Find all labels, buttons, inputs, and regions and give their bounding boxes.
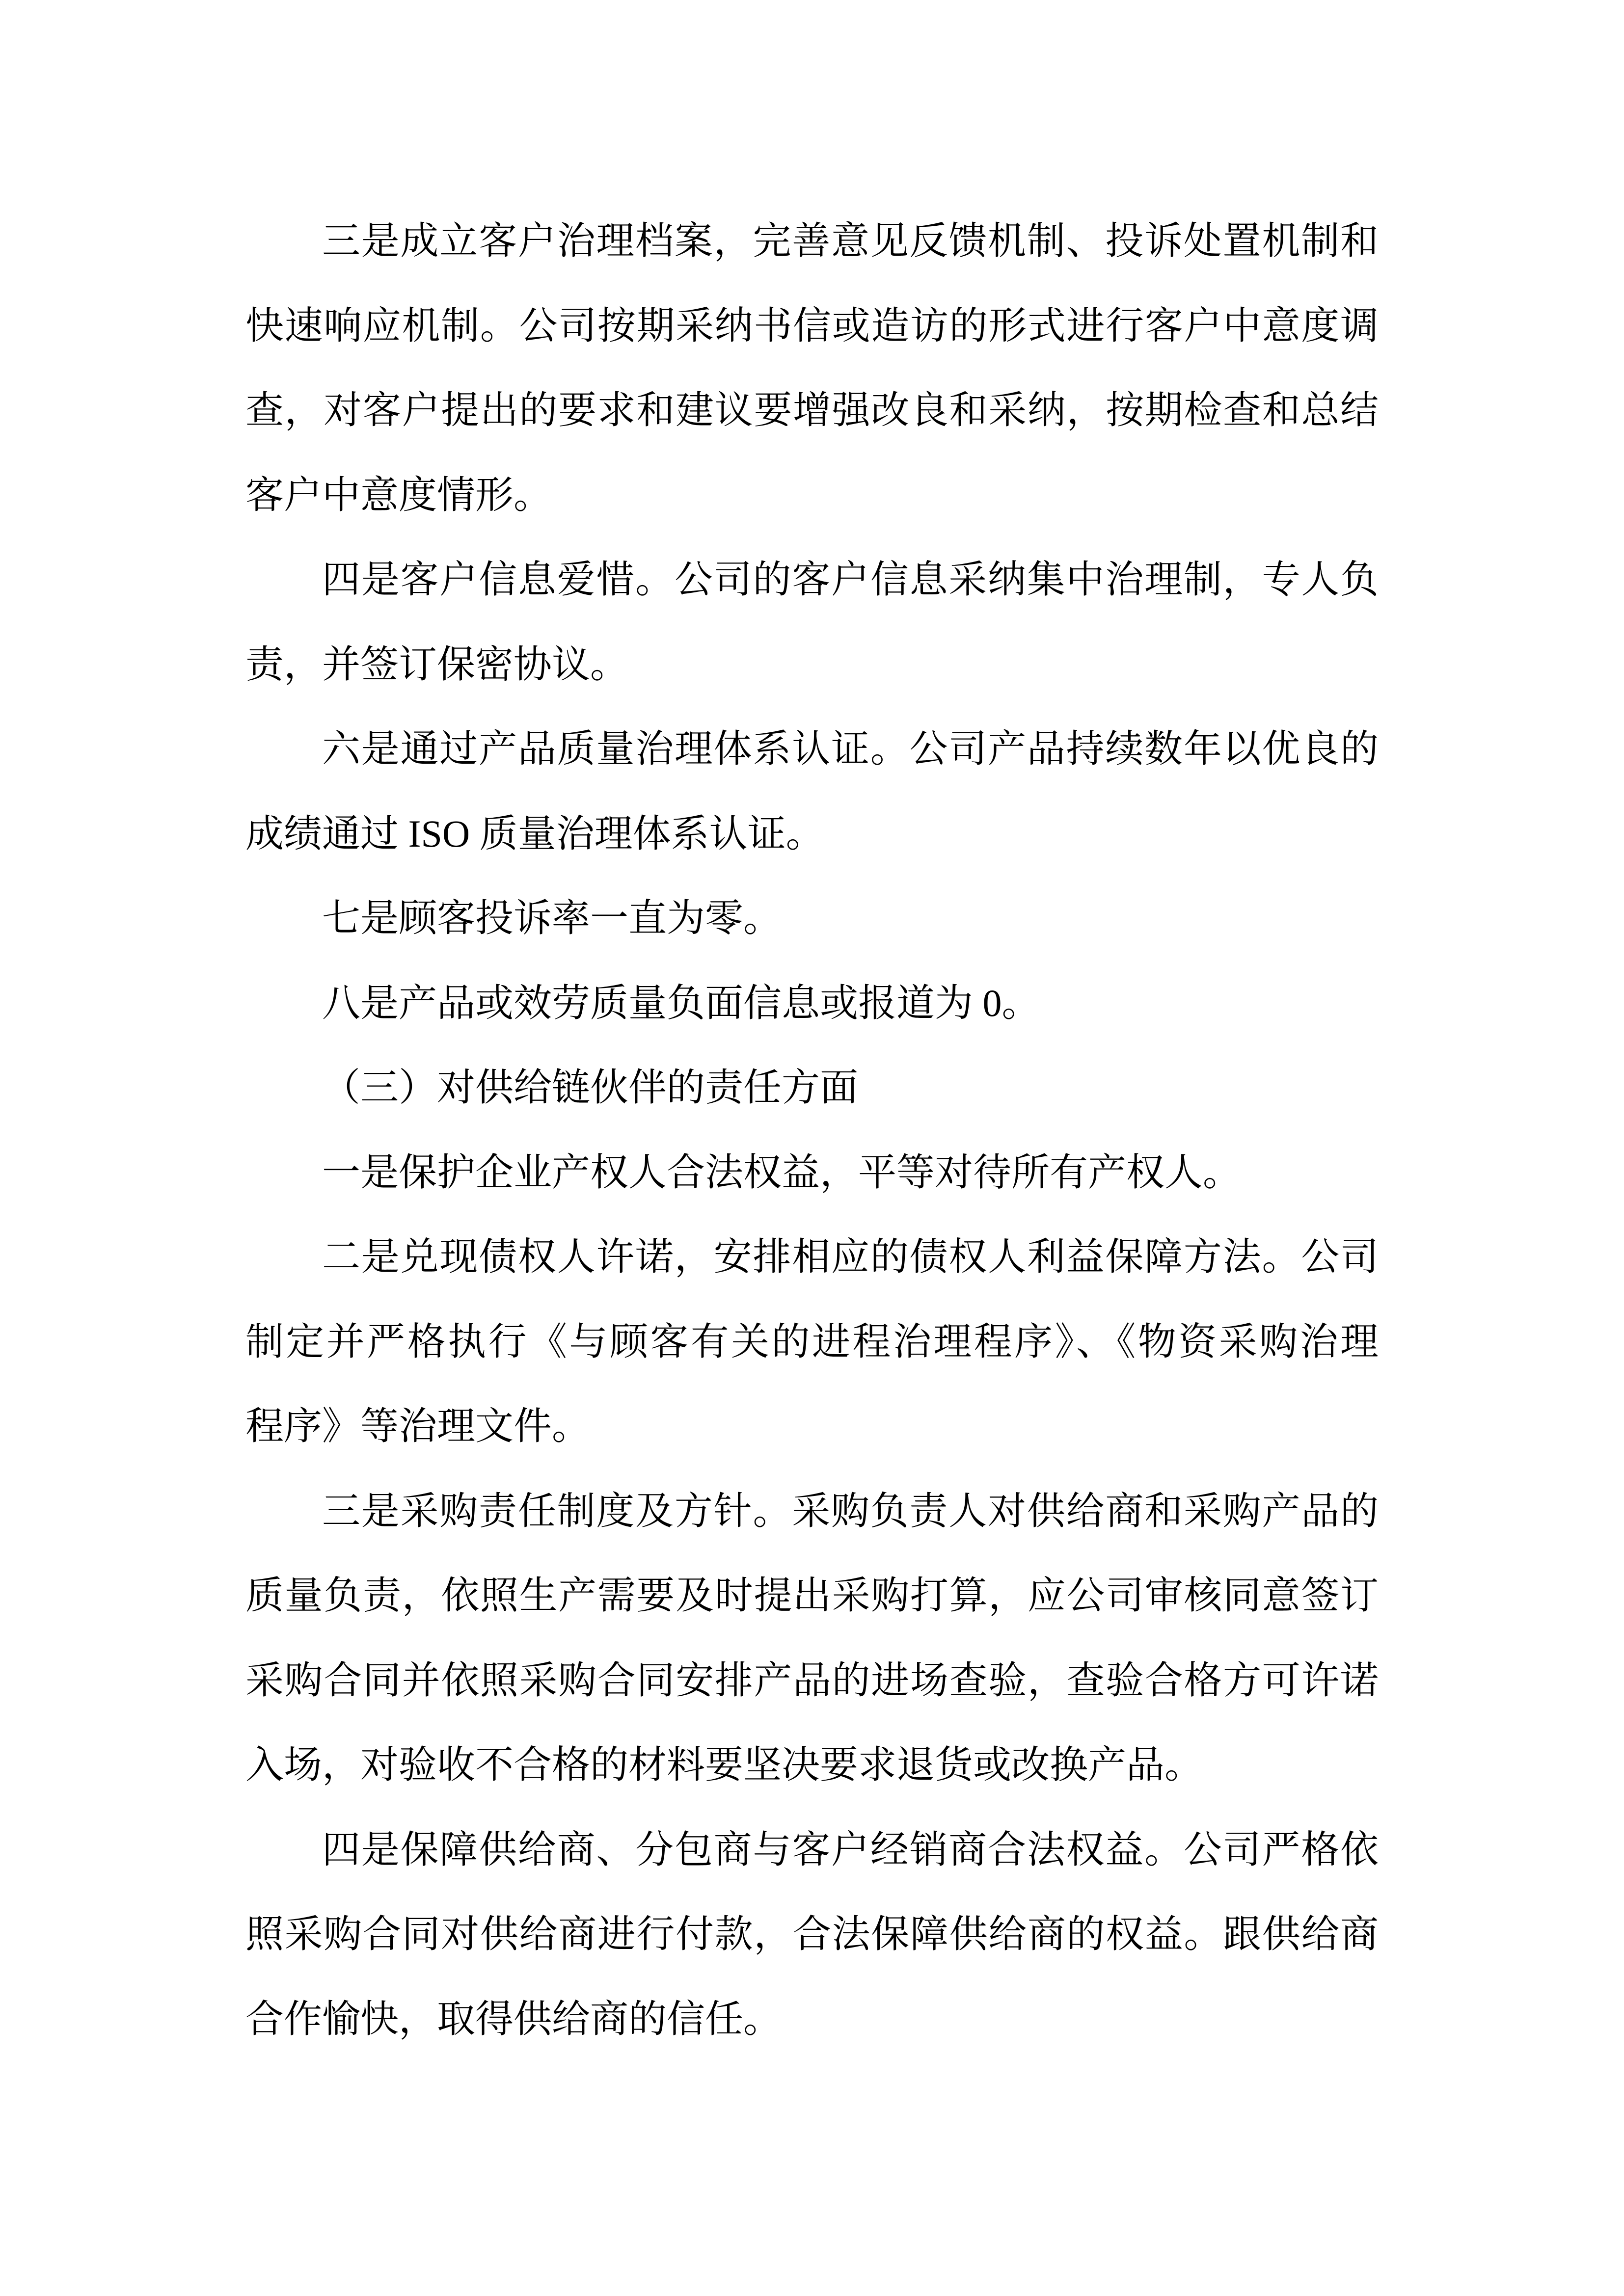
text-line: 四是保障供给商、分包商与客户经销商合法权益。公司严格依: [322, 1828, 1379, 1871]
paragraph: [245, 876, 1379, 961]
text-line: 一是保护企业产权人合法权益，平等对待所有产权人。: [322, 1150, 1242, 1194]
text-line: 快速响应机制。公司按期采纳书信或造访的形式进行客户中意度调: [245, 304, 1379, 347]
text-line: （三）对供给链伙伴的责任方面: [322, 1066, 859, 1109]
text-line: 查，对客户提出的要求和建议要增强改良和采纳，按期检查和总结: [245, 389, 1379, 431]
paragraph: [245, 1130, 1379, 1215]
paragraph: [245, 537, 1379, 707]
paragraph: [245, 1045, 1379, 1130]
text-line: 七是顾客投诉率一直为零。: [322, 897, 782, 939]
text-line: 六是通过产品质量治理体系认证。公司产品持续数年以优良的: [322, 727, 1379, 770]
paragraph: [245, 199, 1379, 537]
text-line: 责，并签订保密协议。: [245, 642, 629, 686]
text-line: 成绩通过 ISO 质量治理体系认证。: [245, 812, 824, 855]
paragraph: [245, 961, 1379, 1046]
text-line: 入场，对验收不合格的材料要坚决要求退货或改换产品。: [245, 1743, 1203, 1786]
paragraph: [245, 707, 1379, 876]
text-line: 三是采购责任制度及方针。采购负责人对供给商和采购产品的: [322, 1489, 1379, 1532]
text-line: 采购合同并依照采购合同安排产品的进场查验，查验合格方可许诺: [245, 1658, 1379, 1702]
paragraph: [245, 1215, 1379, 1469]
text-line: 合作愉快，取得供给商的信任。: [245, 1997, 782, 2040]
document-text: [245, 199, 1379, 2061]
text-line: 质量负责，依照生产需要及时提出采购打算，应公司审核同意签订: [245, 1574, 1379, 1617]
paragraph: [245, 1808, 1379, 2062]
text-line: 八是产品或效劳质量负面信息或报道为 0。: [322, 981, 1040, 1024]
text-line: 三是成立客户治理档案，完善意见反馈机制、投诉处置机制和: [322, 219, 1379, 262]
text-line: 二是兑现债权人许诺，安排相应的债权人利益保障方法。公司: [322, 1235, 1379, 1278]
text-line: 客户中意度情形。: [245, 473, 552, 516]
text-line: 制定并严格执行《与顾客有关的进程治理程序》、《物资采购治理: [245, 1320, 1379, 1363]
text-line: 照采购合同对供给商进行付款，合法保障供给商的权益。跟供给商: [245, 1913, 1379, 1955]
text-line: 程序》等治理文件。: [245, 1405, 591, 1447]
text-line: 四是客户信息爱惜。公司的客户信息采纳集中治理制，专人负: [322, 558, 1379, 601]
paragraph: [245, 1469, 1379, 1808]
